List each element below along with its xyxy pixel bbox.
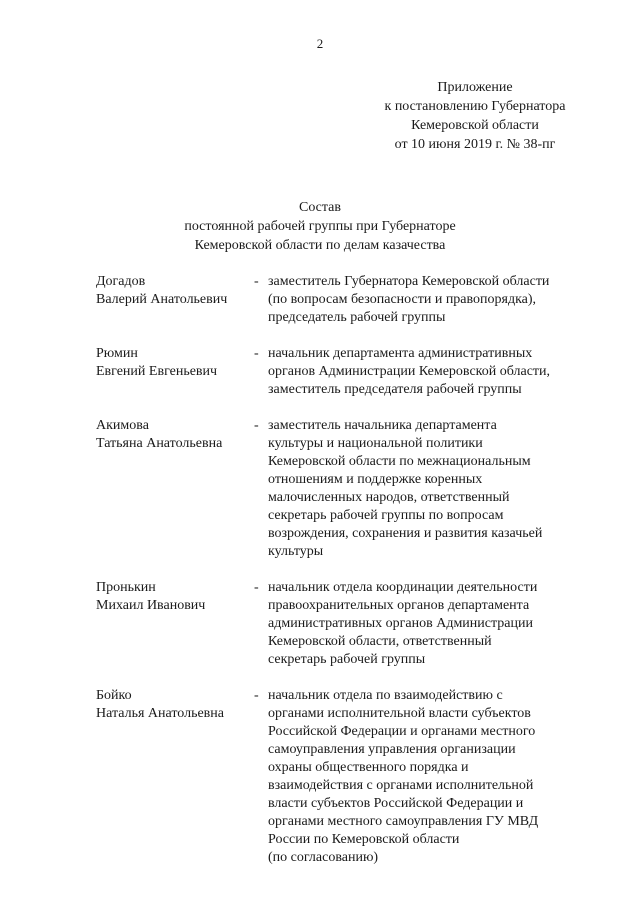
member-surname: Бойко [96, 688, 132, 703]
member-given-names: Валерий Анатольевич [96, 292, 228, 307]
member-surname: Догадов [96, 274, 146, 289]
member-surname: Пронькин [96, 580, 156, 595]
member-name [96, 417, 254, 561]
member-role-line: Российской Федерации и органами местного [268, 724, 536, 739]
members-list [96, 273, 596, 885]
appendix-line: Кемеровской области [411, 118, 539, 133]
member-name [96, 579, 254, 669]
member-surname: Рюмин [96, 346, 138, 361]
member-role [268, 345, 596, 399]
member-role-line: власти субъектов Российской Федерации и [268, 796, 524, 811]
member-entry [96, 687, 596, 867]
member-entry [96, 345, 596, 399]
member-role-line: органов Администрации Кемеровской области, [268, 364, 551, 379]
title-line: Кемеровской области по делам казачества [194, 238, 446, 253]
member-role-line: начальник отдела координации деятельности [268, 580, 538, 595]
member-role-line: заместитель председателя рабочей группы [268, 382, 522, 397]
member-role-line: (по вопросам безопасности и правопорядка), [268, 292, 537, 307]
member-role-line: малочисленных народов, ответственный [268, 490, 510, 505]
member-role-line: секретарь рабочей группы по вопросам [268, 508, 504, 523]
member-dash: - [254, 346, 259, 361]
member-role-line: Кемеровской области, ответственный [268, 634, 492, 649]
member-role-line: секретарь рабочей группы [268, 652, 426, 667]
member-given-names: Михаил Иванович [96, 598, 206, 613]
member-role-line: органами исполнительной власти субъектов [268, 706, 531, 721]
member-dash: - [254, 274, 259, 289]
member-role-line: председатель рабочей группы [268, 310, 446, 325]
member-role-line: Кемеровской области по межнациональным [268, 454, 531, 469]
member-role-line: начальник департамента административных [268, 346, 533, 361]
member-role-line: возрождения, сохранения и развития казачьей [268, 526, 543, 541]
member-surname: Акимова [96, 418, 149, 433]
member-name [96, 687, 254, 867]
title-line: постоянной рабочей группы при Губернаторе [184, 219, 456, 234]
member-role-line: охраны общественного порядка и [268, 760, 469, 775]
member-role-line: начальник отдела по взаимодействию с [268, 688, 503, 703]
member-role-line: заместитель Губернатора Кемеровской области [268, 274, 550, 289]
member-role-line: отношениям и поддержке коренных [268, 472, 483, 487]
member-entry [96, 273, 596, 327]
member-role-line: (по согласованию) [268, 850, 379, 865]
member-role [268, 687, 596, 867]
member-name [96, 273, 254, 327]
member-role-line: органами местного самоуправления ГУ МВД [268, 814, 539, 829]
member-role [268, 579, 596, 669]
member-entry [96, 417, 596, 561]
member-role-line: взаимодействия с органами исполнительной [268, 778, 534, 793]
member-role-line: культуры и национальной политики [268, 436, 483, 451]
member-role-line: культуры [268, 544, 324, 559]
appendix-line: к постановлению Губернатора [384, 99, 566, 114]
appendix-date-line: от 10 июня 2019 г. № 38-пг [394, 137, 556, 152]
member-given-names: Евгений Евгеньевич [96, 364, 218, 379]
member-role [268, 273, 596, 327]
member-given-names: Татьяна Анатольевна [96, 436, 223, 451]
member-role-line: самоуправления управления организации [268, 742, 516, 757]
member-role [268, 417, 596, 561]
member-dash: - [254, 418, 259, 433]
document-title [0, 198, 640, 255]
member-role-line: заместитель начальника департамента [268, 418, 497, 433]
member-dash: - [254, 688, 259, 703]
member-name [96, 345, 254, 399]
member-role-line: России по Кемеровской области [268, 832, 460, 847]
appendix-line: Приложение [437, 80, 513, 95]
member-dash: - [254, 580, 259, 595]
member-role-line: административных органов Администрации [268, 616, 533, 631]
page-number: 2 [316, 36, 324, 51]
appendix-header [360, 78, 590, 154]
member-entry [96, 579, 596, 669]
member-given-names: Наталья Анатольевна [96, 706, 225, 721]
title-line: Состав [298, 200, 341, 215]
member-role-line: правоохранительных органов департамента [268, 598, 530, 613]
